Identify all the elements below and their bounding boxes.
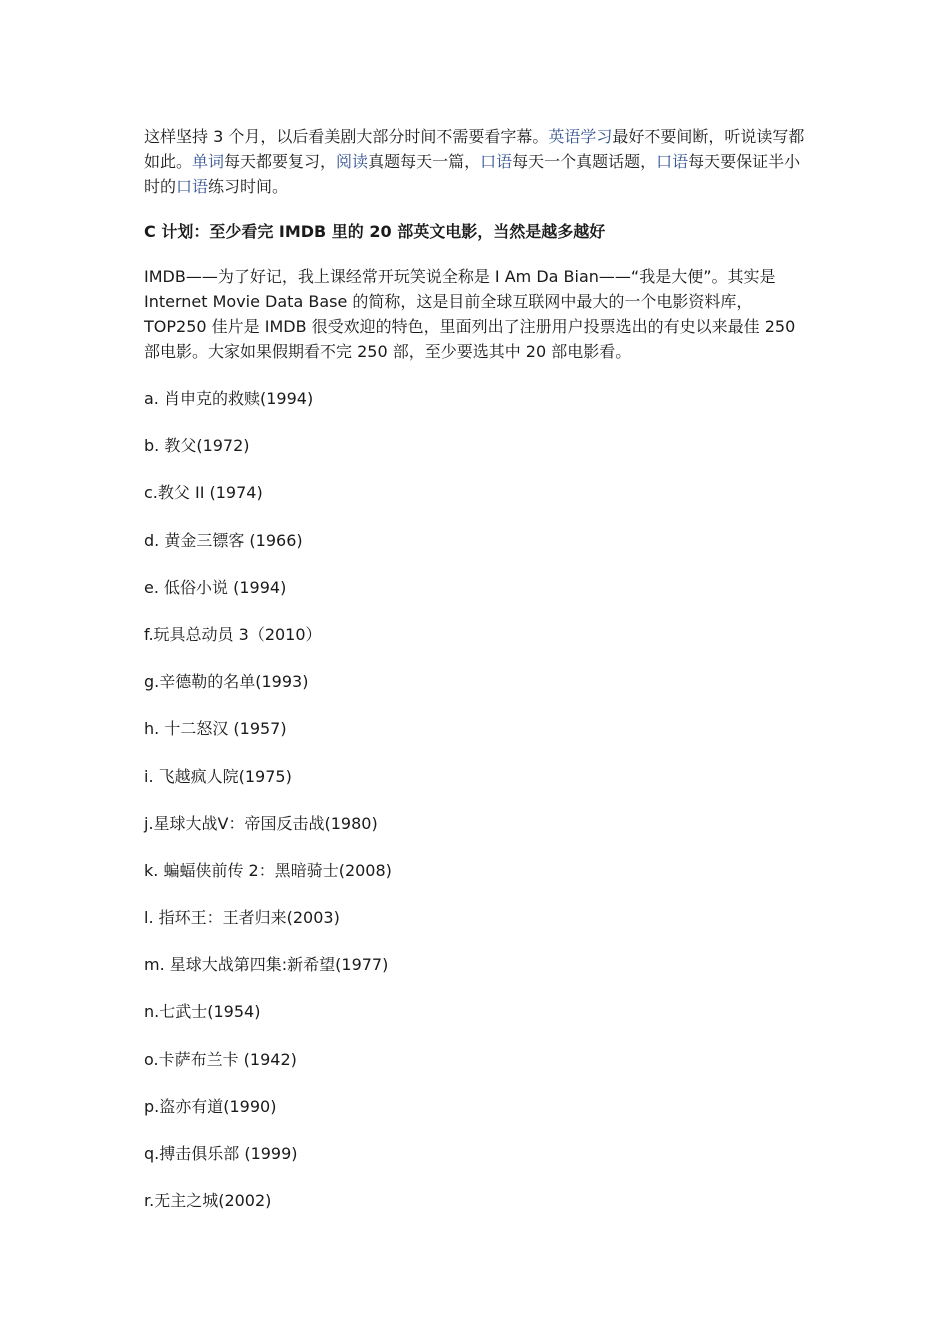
movie-item: a. 肖申克的救赎(1994) bbox=[144, 389, 314, 408]
movie-item: l. 指环王：王者归来(2003) bbox=[144, 908, 340, 928]
intro-text: 最好不要间断，听说读写都如此。 bbox=[144, 127, 805, 171]
imdb-paragraph: IMDB——为了好记，我上课经常开玩笑说全称是 I Am Da Bian——“我是大便”。其实是 Internet Movie Data Base 的简称，这是目前全球互联网中最大的一个电影资料库，TOP250 佳片是 IMDB 很受欢迎的特色，里面列出了注册用户投票选出的有史以来最佳 250 部电影。大家如果假期看不完 250 部，至少要选其中 20 部电影看。 bbox=[144, 267, 796, 361]
intro-text: 每天都要复习， bbox=[224, 152, 337, 171]
plan-c-heading: C 计划：至少看完 IMDB 里的 20 部英文电影，当然是越多越好 bbox=[144, 222, 606, 241]
movie-item: r.无主之城(2002) bbox=[144, 1191, 272, 1211]
link-english-study[interactable]: 英语学习 bbox=[548, 127, 613, 146]
movie-item: h. 十二怒汉 (1957) bbox=[144, 719, 287, 739]
link-reading[interactable]: 阅读 bbox=[336, 152, 369, 171]
link-vocab[interactable]: 单词 bbox=[192, 152, 225, 171]
movie-item: i. 飞越疯人院(1975) bbox=[144, 766, 292, 786]
movie-item: q.搏击俱乐部 (1999) bbox=[144, 1144, 298, 1163]
intro-text: 这样坚持 3 个月，以后看美剧大部分时间不需要看字幕。 bbox=[144, 127, 549, 146]
movie-item: b. 教父(1972) bbox=[144, 436, 250, 456]
movie-item: k. 蝙蝠侠前传 2：黑暗骑士(2008) bbox=[144, 860, 392, 880]
intro-paragraph bbox=[144, 124, 810, 199]
document-content bbox=[144, 124, 810, 1235]
movie-item: d. 黄金三镖客 (1966) bbox=[144, 530, 303, 550]
movie-item: f.玩具总动员 3（2010） bbox=[144, 624, 322, 644]
movie-item: g.辛德勒的名单(1993) bbox=[144, 672, 309, 692]
intro-text: 每天要保证半小时的 bbox=[144, 152, 801, 196]
movie-item: j.星球大战Ⅴ：帝国反击战(1980) bbox=[144, 813, 378, 833]
movie-list bbox=[144, 386, 810, 1213]
movie-item: m. 星球大战第四集:新希望(1977) bbox=[144, 955, 389, 975]
link-oral[interactable]: 口语 bbox=[176, 177, 209, 196]
movie-item: c.教父 II (1974) bbox=[144, 483, 263, 503]
intro-text: 真题每天一篇， bbox=[368, 152, 481, 171]
link-oral[interactable]: 口语 bbox=[656, 152, 689, 171]
movie-item: p.盗亦有道(1990) bbox=[144, 1096, 277, 1116]
movie-item: n.七武士(1954) bbox=[144, 1002, 261, 1022]
movie-item: o.卡萨布兰卡 (1942) bbox=[144, 1049, 297, 1069]
intro-text: 每天一个真题话题， bbox=[512, 152, 657, 171]
movie-item: e. 低俗小说 (1994) bbox=[144, 577, 287, 597]
intro-text: 练习时间。 bbox=[208, 177, 289, 196]
link-oral[interactable]: 口语 bbox=[480, 152, 513, 171]
